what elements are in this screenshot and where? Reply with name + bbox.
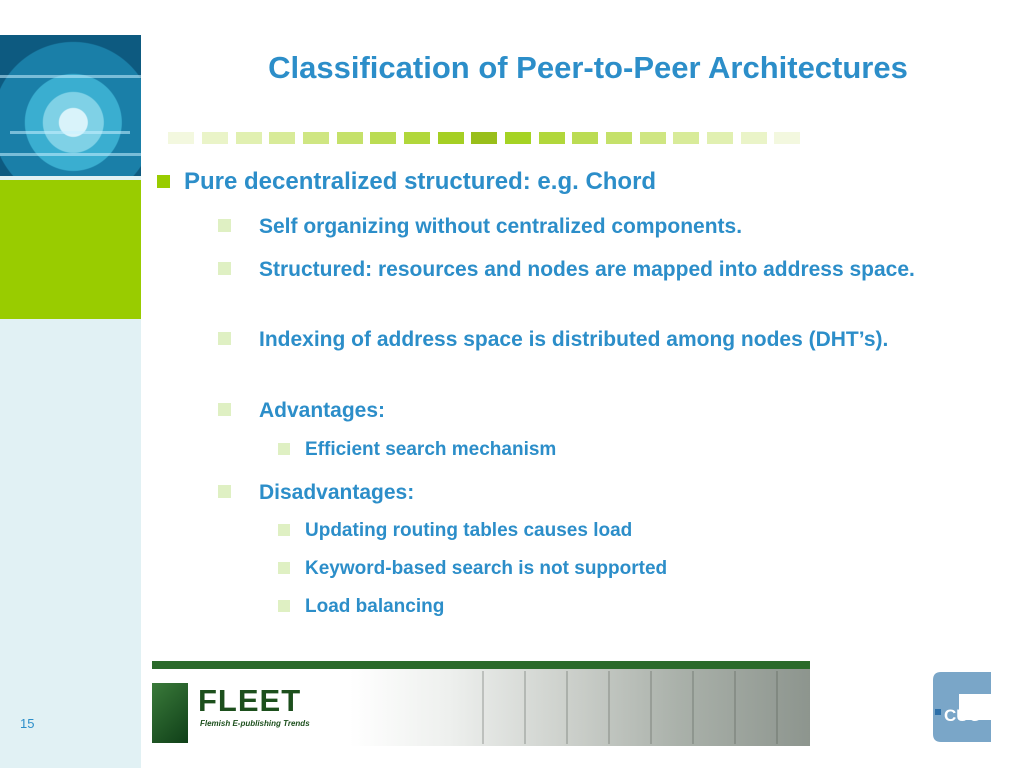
bullet-marker [278,524,290,536]
bullet-main-text: Pure decentralized structured: e.g. Chord [184,168,657,195]
bullet-item [218,326,979,353]
banner-subtitle: Flemish E-publishing Trends [200,719,310,728]
sub-bullet-text: Load balancing [305,596,445,617]
bullet-item [218,256,979,283]
bullet-text: Disadvantages: [259,481,415,504]
page-number: 15 [20,716,35,731]
decorative-disc-image [0,35,141,176]
bullet-main [157,168,656,196]
banner-mark-icon [152,683,188,743]
bullet-item [218,479,979,506]
cuo-logo-text: CUO [944,706,982,725]
bullet-text: Self organizing without centralized components. [259,215,743,238]
bullet-marker [278,600,290,612]
bullet-marker [218,403,231,416]
bullet-item [218,397,979,424]
bullet-marker [278,562,290,574]
decorative-dash-strip [168,132,808,144]
bullet-text: Advantages: [259,399,386,422]
sub-bullet-text: Keyword-based search is not supported [305,558,668,579]
sub-bullet-item [278,557,667,581]
bullet-marker [157,175,170,188]
sub-bullet-item [278,595,444,619]
slide-title: Classification of Peer-to-Peer Architectures [268,50,908,85]
bullet-marker [218,219,231,232]
fleet-banner [152,661,810,746]
bullet-marker [218,332,231,345]
sub-bullet-text: Efficient search mechanism [305,439,557,460]
bullet-marker [218,485,231,498]
bullet-marker [278,443,290,455]
bullet-text: Indexing of address space is distributed among nodes (DHT’s). [259,328,889,351]
sub-bullet-text: Updating routing tables causes load [305,520,633,541]
bullet-marker [218,262,231,275]
bullet-item [218,213,979,240]
sub-bullet-item [278,519,632,543]
banner-title: FLEET [198,683,302,718]
bullet-text: Structured: resources and nodes are mapped into address space. [259,258,915,281]
sub-bullet-item [278,438,556,462]
green-accent-block [0,180,141,319]
banner-ribbon [152,661,810,669]
